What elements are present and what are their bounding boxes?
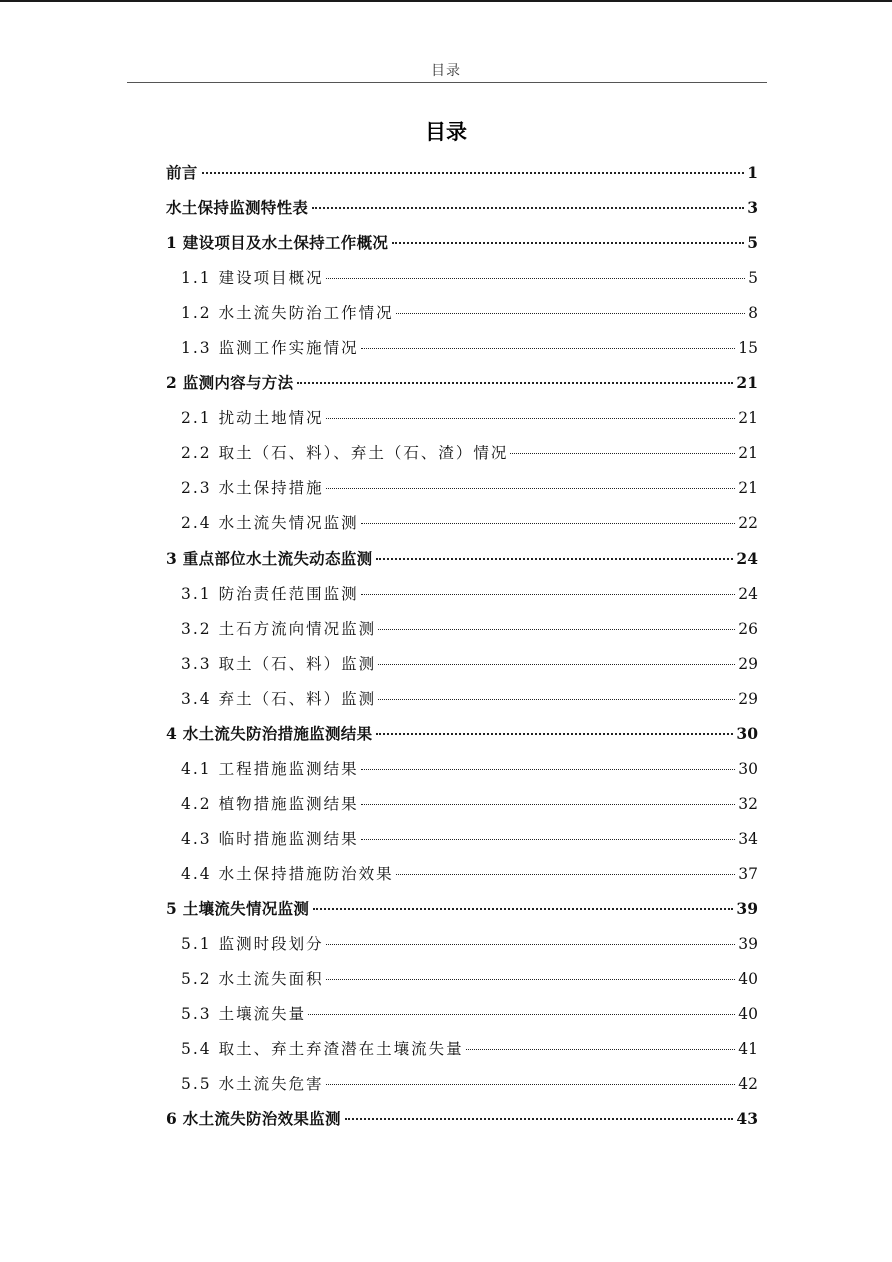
toc-entry-label: 3.3 取土（石、料）监测 (181, 654, 377, 673)
toc-list (166, 158, 758, 1139)
toc-entry[interactable] (166, 754, 758, 789)
toc-entry[interactable] (166, 684, 758, 719)
toc-entry[interactable] (166, 614, 758, 649)
toc-entry[interactable] (166, 824, 758, 859)
toc-entry-page-number: 39 (736, 898, 758, 918)
toc-entry-page-number: 32 (738, 794, 758, 813)
toc-dot-leader (396, 313, 746, 314)
toc-dot-leader (361, 594, 736, 595)
toc-dot-leader (378, 699, 735, 700)
toc-entry-page-number: 21 (738, 409, 758, 428)
toc-entry-label: 2 监测内容与方法 (166, 373, 294, 393)
toc-entry-label: 5.2 水土流失面积 (181, 970, 324, 989)
toc-entry[interactable] (166, 158, 758, 193)
toc-entry[interactable] (166, 719, 758, 754)
toc-entry[interactable] (166, 508, 758, 543)
toc-dot-leader (378, 629, 735, 630)
toc-entry[interactable] (166, 263, 758, 298)
header-rule (127, 82, 767, 83)
toc-entry[interactable] (166, 298, 758, 333)
toc-dot-leader (326, 1084, 736, 1085)
toc-dot-leader (361, 769, 736, 770)
toc-entry[interactable] (166, 964, 758, 999)
toc-entry-page-number: 24 (736, 548, 758, 568)
toc-dot-leader (361, 839, 736, 840)
toc-entry-label: 4.4 水土保持措施防治效果 (181, 864, 394, 883)
toc-entry[interactable] (166, 228, 758, 263)
toc-entry-page-number: 43 (736, 1109, 758, 1129)
toc-entry-page-number: 24 (738, 584, 758, 603)
toc-entry-page-number: 37 (738, 864, 758, 883)
toc-entry-page-number: 21 (736, 373, 758, 393)
toc-entry-label: 2.2 取土（石、料）、弃土（石、渣）情况 (181, 444, 509, 463)
toc-entry-label: 3 重点部位水土流失动态监测 (166, 548, 373, 568)
toc-entry-page-number: 5 (747, 233, 758, 253)
toc-entry[interactable] (166, 894, 758, 929)
toc-entry-label: 5.1 监测时段划分 (181, 935, 324, 954)
toc-dot-leader (297, 382, 733, 384)
toc-entry-page-number: 39 (738, 935, 758, 954)
toc-dot-leader (202, 172, 745, 174)
toc-entry-label: 4.3 临时措施监测结果 (181, 829, 359, 848)
toc-entry-page-number: 21 (738, 479, 758, 498)
toc-dot-leader (308, 1014, 735, 1015)
toc-entry-label: 6 水土流失防治效果监测 (166, 1109, 341, 1129)
toc-entry[interactable] (166, 1034, 758, 1069)
toc-entry-page-number: 5 (748, 269, 758, 288)
toc-dot-leader (361, 348, 736, 349)
toc-entry-page-number: 21 (738, 444, 758, 463)
toc-entry-label: 1 建设项目及水土保持工作概况 (166, 233, 389, 253)
toc-entry-label: 前言 (166, 163, 198, 182)
toc-entry-page-number: 15 (738, 339, 758, 358)
toc-dot-leader (466, 1049, 736, 1050)
toc-entry[interactable] (166, 403, 758, 438)
toc-entry-label: 3.4 弃土（石、料）监测 (181, 689, 377, 708)
toc-entry-label: 4 水土流失防治措施监测结果 (166, 723, 373, 743)
toc-entry-page-number: 22 (738, 514, 758, 533)
toc-entry[interactable] (166, 999, 758, 1034)
toc-entry-page-number: 41 (738, 1040, 758, 1059)
toc-entry-label: 2.1 扰动土地情况 (181, 409, 324, 428)
toc-dot-leader (376, 733, 733, 735)
toc-entry-label: 2.4 水土流失情况监测 (181, 514, 359, 533)
toc-entry[interactable] (166, 333, 758, 368)
toc-entry[interactable] (166, 579, 758, 614)
toc-entry-label: 4.1 工程措施监测结果 (181, 759, 359, 778)
toc-entry[interactable] (166, 1069, 758, 1104)
toc-dot-leader (345, 1118, 734, 1120)
toc-dot-leader (326, 278, 746, 279)
toc-title: 目录 (425, 119, 467, 144)
toc-entry-label: 2.3 水土保持措施 (181, 479, 324, 498)
toc-entry-label: 水土保持监测特性表 (166, 198, 309, 218)
toc-entry[interactable] (166, 544, 758, 579)
toc-entry[interactable] (166, 368, 758, 403)
toc-dot-leader (361, 804, 736, 805)
toc-dot-leader (378, 664, 735, 665)
toc-entry-label: 1.1 建设项目概况 (181, 269, 324, 288)
toc-entry-label: 5.5 水土流失危害 (181, 1075, 324, 1094)
toc-dot-leader (326, 979, 736, 980)
toc-entry-label: 5.3 土壤流失量 (181, 1005, 307, 1024)
toc-dot-leader (313, 908, 733, 910)
toc-dot-leader (312, 207, 744, 209)
toc-entry[interactable] (166, 473, 758, 508)
toc-dot-leader (326, 488, 736, 489)
toc-entry[interactable] (166, 438, 758, 473)
toc-dot-leader (326, 944, 736, 945)
toc-dot-leader (392, 242, 744, 244)
toc-entry-page-number: 30 (738, 759, 758, 778)
toc-dot-leader (510, 453, 735, 454)
toc-entry-page-number: 1 (747, 163, 758, 182)
toc-entry[interactable] (166, 193, 758, 228)
toc-entry[interactable] (166, 929, 758, 964)
toc-entry-page-number: 40 (738, 1005, 758, 1024)
toc-entry-page-number: 40 (738, 970, 758, 989)
toc-entry-label: 1.3 监测工作实施情况 (181, 339, 359, 358)
toc-entry-label: 5.4 取土、弃土弃渣潜在土壤流失量 (181, 1040, 464, 1059)
toc-entry[interactable] (166, 649, 758, 684)
toc-entry-label: 3.1 防治责任范围监测 (181, 584, 359, 603)
toc-entry-page-number: 29 (738, 654, 758, 673)
toc-dot-leader (396, 874, 736, 875)
toc-entry-label: 5 土壤流失情况监测 (166, 898, 310, 918)
toc-entry[interactable] (166, 789, 758, 824)
toc-entry-label: 3.2 土石方流向情况监测 (181, 619, 377, 638)
toc-entry-label: 1.2 水土流失防治工作情况 (181, 304, 394, 323)
toc-entry-page-number: 30 (736, 723, 758, 743)
toc-entry-page-number: 34 (738, 829, 758, 848)
toc-entry-page-number: 8 (748, 304, 758, 323)
page-top-border (0, 0, 892, 2)
toc-entry-page-number: 26 (738, 619, 758, 638)
toc-entry-page-number: 42 (738, 1075, 758, 1094)
toc-entry-page-number: 29 (738, 689, 758, 708)
toc-entry-label: 4.2 植物措施监测结果 (181, 794, 359, 813)
toc-entry[interactable] (166, 859, 758, 894)
toc-dot-leader (376, 558, 733, 560)
toc-dot-leader (326, 418, 736, 419)
toc-entry-page-number: 3 (747, 198, 758, 218)
toc-entry[interactable] (166, 1104, 758, 1139)
running-header: 目录 (431, 63, 461, 79)
toc-dot-leader (361, 523, 736, 524)
